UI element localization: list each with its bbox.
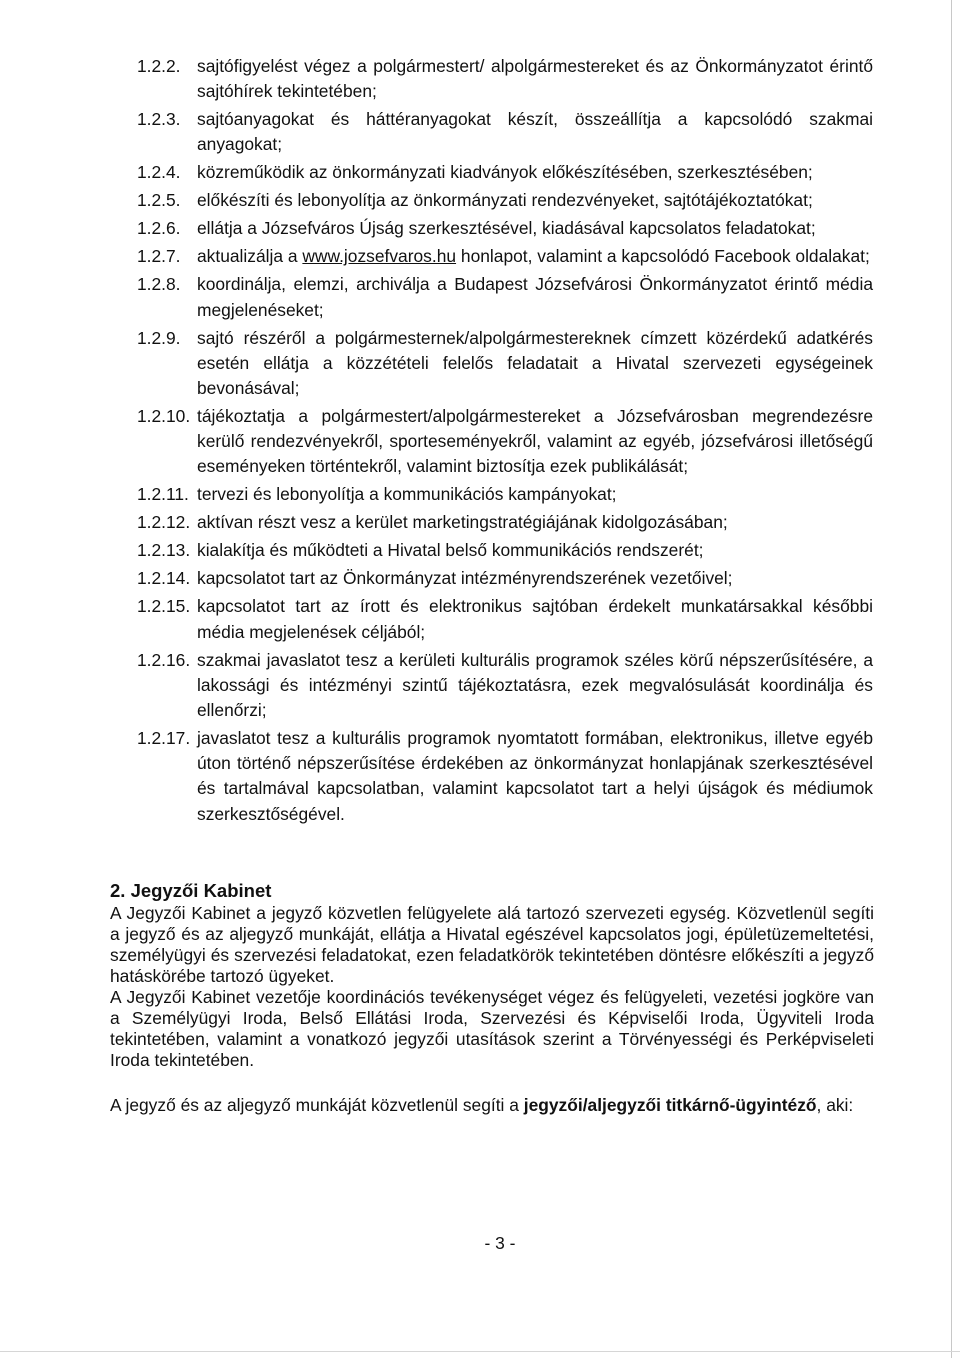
list-item <box>137 107 873 157</box>
page-bottom-line <box>0 1351 960 1352</box>
list-item <box>137 726 873 827</box>
website-link[interactable]: www.jozsefvaros.hu <box>302 246 457 267</box>
item-text: javaslatot tesz a kulturális programok nyomtatott formában, elektronikus, illetve egyéb úton történő népszerűsítése érdekében az önkormányzat honlapjának szerkesztésével és tartalmával kapcsolatban, valamint kapcsolatot tart a helyi újságok és médiumok szerkesztőségével. <box>197 728 873 824</box>
item-number: 1.2.10. <box>137 406 191 427</box>
page-number-footer <box>0 1233 960 1254</box>
item-number: 1.2.9. <box>137 327 181 348</box>
item-text: szakmai javaslatot tesz a kerületi kulturális programok széles körű népszerűsítésére, a lakossági és intézményi szintű tájékoztatásra, ezek megvalósulását koordinálja és ellenőrzi; <box>197 649 873 721</box>
list-item <box>137 244 873 269</box>
item-number: 1.2.4. <box>137 162 181 183</box>
item-text: sajtóanyagokat és háttéranyagokat készít, összeállítja a kapcsolódó szakmai anyagokat; <box>197 109 873 155</box>
item-text: sajtófigyelést végez a polgármestert/ alpolgármestereket és az Önkormányzatot érintő sajtóhírek tekintetében; <box>197 56 873 102</box>
item-text-post: honlapot, valamint a kapcsolódó Facebook oldalakat; <box>456 246 870 267</box>
item-text-pre: aktualizálja a <box>197 246 303 267</box>
item-number: 1.2.15. <box>137 596 191 617</box>
paragraph-text-pre: A jegyző és az aljegyző munkáját közvetlenül segíti a <box>110 1095 524 1115</box>
list-item <box>137 482 873 507</box>
list-item <box>137 326 873 402</box>
item-number: 1.2.12. <box>137 512 191 533</box>
item-text: tervezi és lebonyolítja a kommunikációs kampányokat; <box>197 484 617 505</box>
page-edge-line <box>951 0 952 1358</box>
item-number: 1.2.16. <box>137 649 191 670</box>
item-text: tájékoztatja a polgármestert/alpolgármestereket a Józsefvárosban megrendezésre kerülő rendezvényekről, sportesem​ényekről, valamint az egyéb, józsefvárosi illetőségű eseményeken történtekről, valamint biztosítja ezek publikálását; <box>197 406 873 477</box>
item-text: közreműködik az önkormányzati kiadványok előkészítésében, szerkesztésében; <box>197 162 813 183</box>
list-item <box>137 188 873 213</box>
item-number: 1.2.6. <box>137 218 181 239</box>
item-number: 1.2.14. <box>137 568 191 589</box>
item-text: kapcsolatot tart az írott és elektronikus sajtóban érdekelt munkatársakkal későbbi média megjelenések céljából; <box>197 596 873 642</box>
list-item <box>137 54 873 104</box>
section-paragraph: A Jegyzői Kabinet vezetője koordinációs tevékenységet végez és felügyeleti, vezetési jogköre van a Személyügyi Iroda, Belső Ellátási Iroda, Szervezési és Képviselői Iroda, Ügyviteli Iroda tekintetében, valamint a vonatkozó jegyzői utasítások szerint a Törvényességi és Perképviseleti Iroda tekintetében. <box>110 987 874 1070</box>
item-number: 1.2.13. <box>137 540 191 561</box>
list-item <box>137 216 873 241</box>
list-item <box>137 510 873 535</box>
list-item <box>137 594 873 644</box>
list-item <box>137 538 873 563</box>
list-item <box>137 648 873 724</box>
section-heading: 2. Jegyzői Kabinet <box>110 880 272 901</box>
paragraph-text-post: , aki: <box>816 1095 854 1115</box>
item-text <box>197 244 873 269</box>
item-text: kialakítja és működteti a Hivatal belső kommunikációs rendszerét; <box>197 540 704 561</box>
list-item <box>137 566 873 591</box>
list-item <box>137 160 873 185</box>
item-text: koordinálja, elemzi, archiválja a Budapest Józsefvárosi Önkormányzatot érintő média megjelenéseket; <box>197 274 873 320</box>
item-number: 1.2.2. <box>137 56 181 76</box>
item-number: 1.2.11. <box>137 484 189 505</box>
paragraph-bold-term: jegyzői/aljegyzői titkárnő-ügyintéző <box>523 1095 817 1115</box>
item-text: aktívan részt vesz a kerület marketingstratégiájának kidolgozásában; <box>197 512 728 533</box>
section-paragraph <box>110 1095 874 1116</box>
page-number: - 3 - <box>484 1233 516 1253</box>
section-jegyzoi-kabinet <box>110 880 874 1116</box>
item-number: 1.2.17. <box>137 728 191 749</box>
list-item <box>137 404 873 480</box>
item-text: ellátja a Józsefváros Újság szerkesztésével, kiadásával kapcsolatos feladatokat; <box>197 218 816 239</box>
item-number: 1.2.3. <box>137 109 181 130</box>
section-paragraph: A Jegyzői Kabinet a jegyző közvetlen felügyelete alá tartozó szervezeti egység. Közvetlenül segíti a jegyző és az aljegyző munkáját, ellátja a Hivatal egészével kapcsolatos jogi, épületüzemeltetési, személyügyi és szervezési feladatokat, ezen feladatkörök tekintetében döntésre előkészíti a jegyző hatáskörébe tartozó ügyeket. <box>110 903 874 986</box>
list-item <box>137 272 873 322</box>
item-text: sajtó részéről a polgármesternek/alpolgármestereknek címzett közérdekű adatkérés esetén ellátja a közzétételi felelős feladatait a Hivatal szervezeti egységeinek bevonásával; <box>197 327 873 399</box>
item-number: 1.2.5. <box>137 190 181 211</box>
item-number: 1.2.8. <box>137 274 181 295</box>
task-list <box>137 54 873 830</box>
item-text: kapcsolatot tart az Önkormányzat intézményrendszerének vezetőivel; <box>197 568 733 589</box>
item-text: előkészíti és lebonyolítja az önkormányzati rendezvényeket, sajtótájékoztatókat; <box>197 190 813 211</box>
item-number: 1.2.7. <box>137 246 181 267</box>
